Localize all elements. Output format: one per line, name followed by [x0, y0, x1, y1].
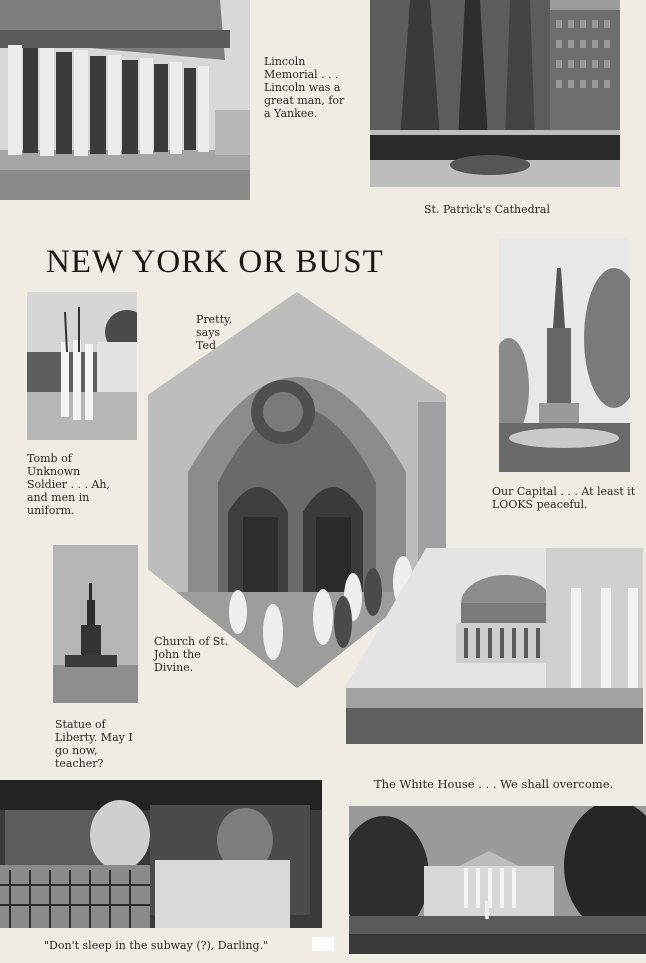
- white-house-photo: [349, 806, 646, 954]
- liberty-caption: Statue of Liberty. May I go now, teacher?: [55, 718, 133, 770]
- page-title: NEW YORK OR BUST: [46, 244, 384, 280]
- church-caption: Church of St. John the Divine.: [154, 635, 229, 674]
- st-patricks-photo: [370, 0, 620, 187]
- liberty-photo: [53, 545, 138, 703]
- white-house-caption: The White House . . . We shall overcome.: [374, 777, 614, 791]
- lincoln-memorial-photo: [0, 0, 250, 200]
- lincoln-caption: Lincoln Memorial . . . Lincoln was a great man, for a Yankee.: [264, 55, 345, 120]
- bus-photo: [0, 780, 322, 928]
- subway-caption: "Don't sleep in the subway (?), Darling.": [44, 939, 269, 952]
- tomb-caption: Tomb of Unknown Soldier . . . Ah, and men in uniform.: [27, 452, 111, 517]
- pretty-caption: Pretty, says Ted.: [196, 313, 233, 352]
- monument-photo: [499, 238, 630, 472]
- st-patricks-caption: St. Patrick's Cathedral: [424, 203, 550, 216]
- white-box: [312, 937, 334, 951]
- tomb-photo: [27, 292, 137, 440]
- capital-caption: Our Capital . . . At least it LOOKS peaceful.: [492, 485, 636, 511]
